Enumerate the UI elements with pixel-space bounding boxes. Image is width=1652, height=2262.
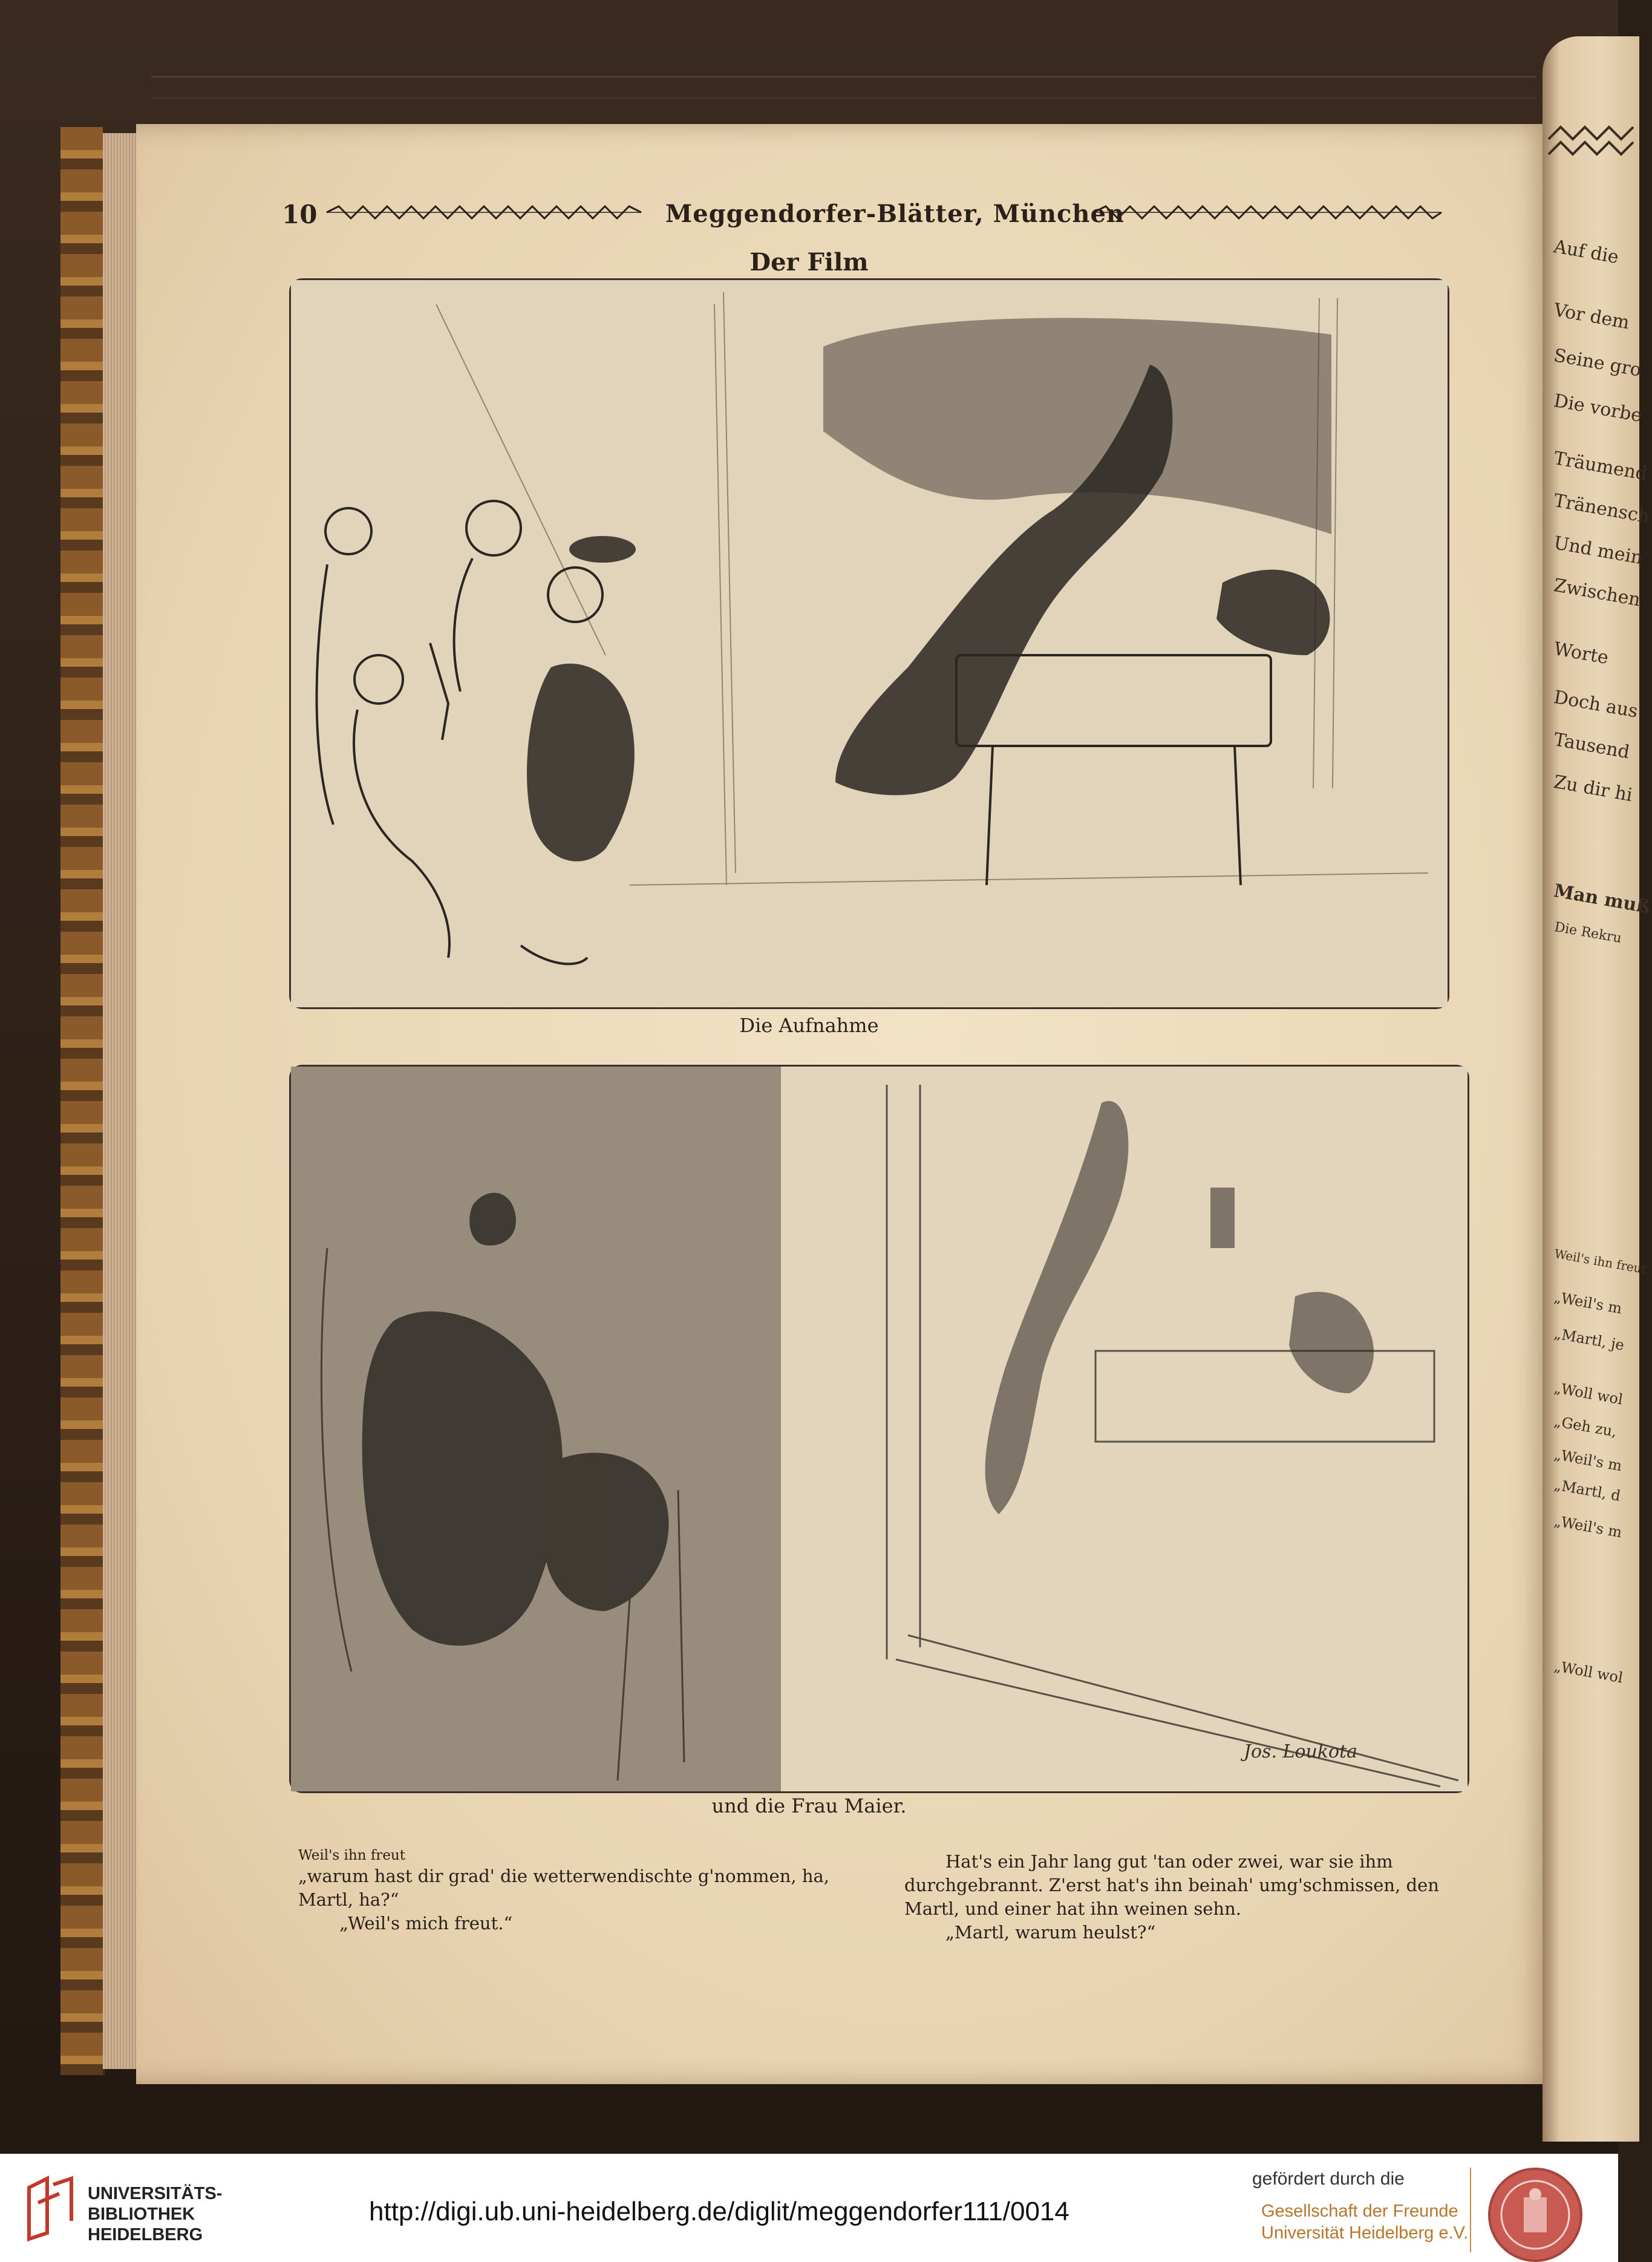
next-page-text: „Weil's m — [1553, 1289, 1624, 1318]
text-column-left — [298, 1846, 879, 1935]
artist-signature: Jos. Loukota — [1244, 1741, 1358, 1762]
library-name — [88, 2183, 222, 2245]
sponsor-name — [1261, 2200, 1468, 2244]
sponsor-intro: gefördert durch die — [1252, 2169, 1405, 2189]
caption-top: Die Aufnahme — [739, 1014, 879, 1037]
library-name-line: HEIDELBERG — [88, 2225, 203, 2244]
illustration-cinema — [289, 1065, 1469, 1793]
library-name-line: UNIVERSITÄTS- — [88, 2184, 223, 2203]
next-page-text: „Woll wol — [1553, 1379, 1624, 1408]
next-page-text: Zu dir hi — [1552, 771, 1634, 806]
header-ornament-icon — [327, 204, 641, 220]
next-page-text: Seine gro — [1552, 345, 1643, 381]
next-page-text: Doch aus — [1552, 687, 1640, 722]
text-line: durchgebrannt. Z'erst hat's ihn beinah' umg'schmissen, den — [904, 1875, 1439, 1895]
text-line: Martl, ha?“ — [298, 1889, 399, 1910]
text-column-right — [904, 1850, 1473, 1944]
page-number: 10 — [282, 200, 318, 229]
sponsor-name-line: Universität Heidelberg e.V. — [1261, 2223, 1469, 2243]
next-page-text: Die vorbe — [1552, 390, 1644, 427]
university-library-logo-icon — [23, 2179, 80, 2239]
next-page-text: „Martl, d — [1553, 1476, 1622, 1505]
ornament-icon — [1543, 121, 1639, 218]
illustration-recording — [289, 278, 1449, 1009]
next-page-text: Und mein — [1552, 532, 1645, 569]
text-line: „Martl, warum heulst?“ — [945, 1922, 1156, 1943]
header-ornament-icon — [1094, 204, 1441, 220]
next-page-text: Vor dem — [1552, 299, 1631, 334]
text-line: „warum hast dir grad' die wetterwendischte g'nommen, ha, — [298, 1866, 830, 1886]
next-page-text: Man muß — [1552, 880, 1652, 918]
next-page-text: Träumend — [1552, 448, 1649, 485]
next-page-text: „Weil's m — [1553, 1512, 1624, 1541]
university-seal-icon — [1488, 2168, 1582, 2262]
text-line: „Weil's mich freut.“ — [339, 1913, 513, 1933]
next-page-text: Auf die — [1552, 236, 1621, 269]
next-page-text: Tränensch — [1552, 490, 1651, 528]
book-spine — [60, 127, 105, 2075]
next-page-edge — [1543, 36, 1652, 2142]
article-title: Der Film — [749, 248, 869, 276]
caption-bottom: und die Frau Maier. — [711, 1794, 907, 1817]
next-page-text: Zwischen — [1552, 575, 1642, 611]
sponsor-name-line: Gesellschaft der Freunde — [1261, 2202, 1458, 2221]
next-page-text: „Woll wol — [1553, 1658, 1624, 1687]
book-board-edge — [151, 97, 1536, 99]
page-edges — [103, 133, 139, 2069]
next-page-text: Die Rekru — [1553, 920, 1623, 947]
sketch-drawing — [291, 1067, 1468, 1791]
library-name-line: BIBLIOTHEK — [88, 2205, 195, 2224]
permalink-url[interactable]: http://digi.ub.uni-heidelberg.de/diglit/meggendorfer111/0014 — [369, 2197, 1069, 2226]
next-page-text: Tausend — [1552, 729, 1631, 763]
next-page-text: „Geh zu, — [1553, 1413, 1619, 1440]
text-line: Hat's ein Jahr lang gut 'tan oder zwei, war sie ihm — [945, 1851, 1393, 1872]
divider — [1470, 2168, 1471, 2252]
next-page-text: Worte — [1552, 638, 1610, 669]
viewer-footer — [0, 2154, 1618, 2262]
next-page-text: „Martl, je — [1553, 1325, 1626, 1354]
next-page-text: Weil's ihn freut — [1553, 1246, 1648, 1277]
next-page-text: „Weil's m — [1553, 1446, 1624, 1475]
text-line: Martl, und einer hat ihn weinen sehn. — [904, 1898, 1242, 1919]
book-board-edge — [151, 76, 1536, 78]
running-title: Meggendorfer-Blätter, München — [665, 200, 1125, 228]
sketch-drawing — [291, 280, 1448, 1007]
section-heading: Weil's ihn freut — [298, 1848, 405, 1863]
